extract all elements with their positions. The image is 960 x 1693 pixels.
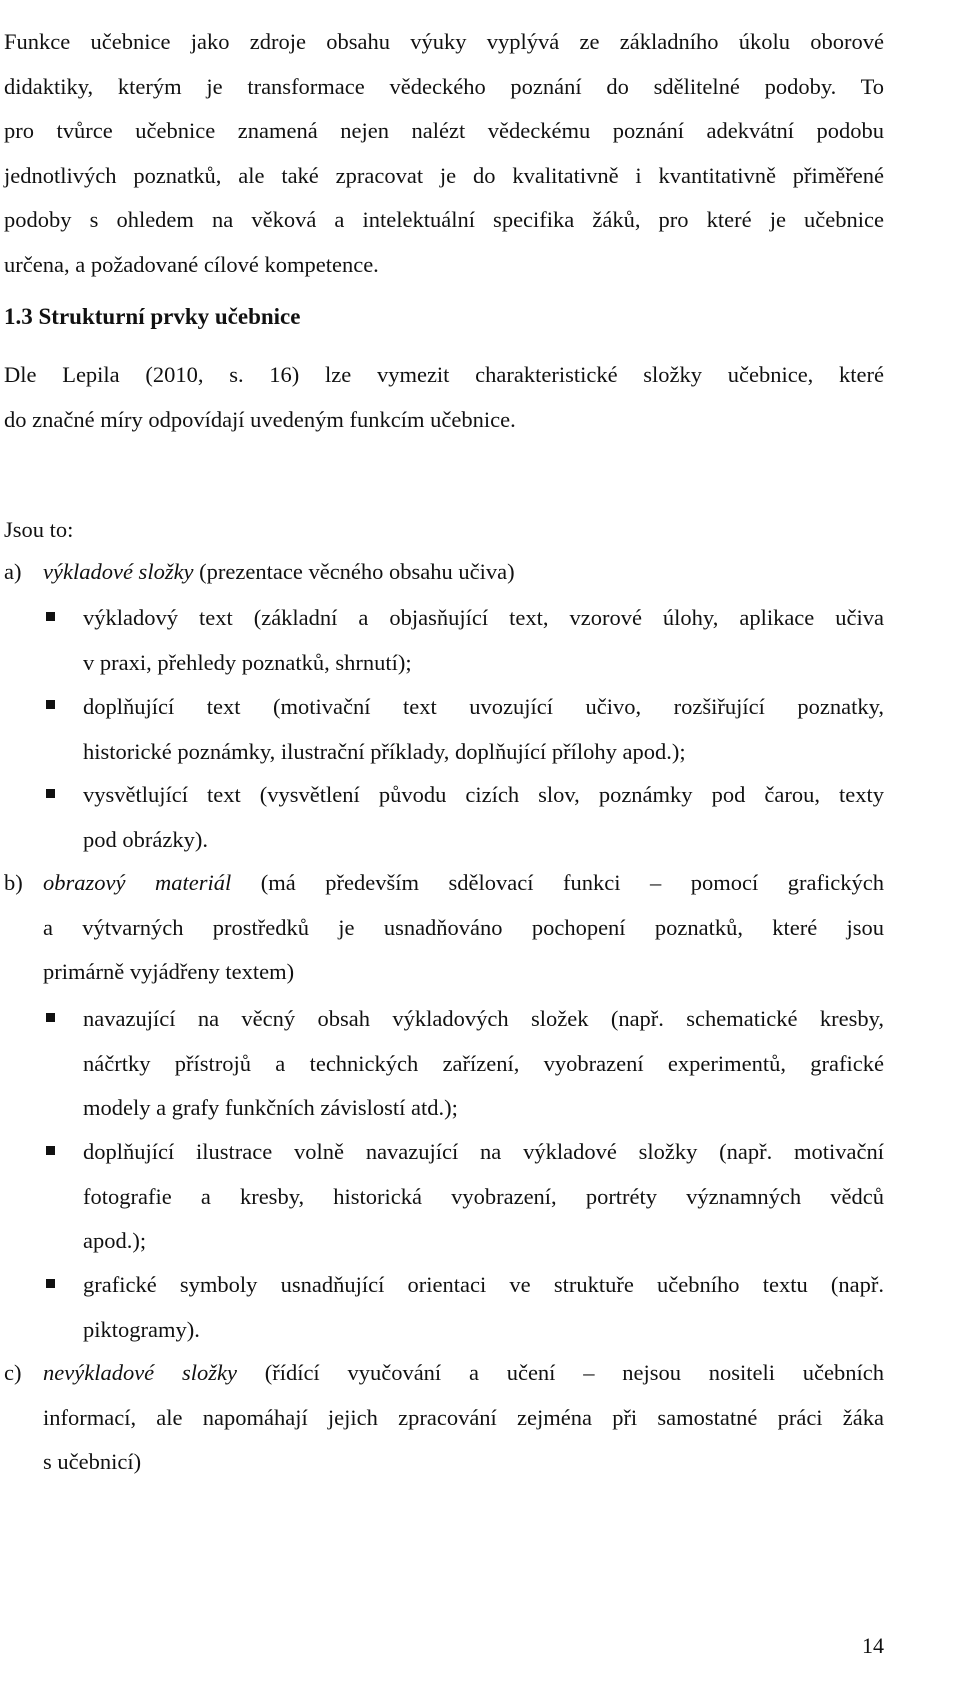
bullet-item: grafické symboly usnadňující orientaci ve struktuře učebního textu (např. piktogramy). [83,1272,884,1342]
text-line: didaktiky, kterým je transformace vědeckého poznání do sdělitelné podoby. To [4,73,884,99]
item-term: obrazový materiál [43,870,232,895]
list-marker-c: c) [4,1360,22,1385]
intro-paragraph [4,20,884,288]
bullet-item: navazující na věcný obsah výkladových složek (např. schematické kresby, náčrtky přístrojů a technických zařízení, vyobrazení experimentů, grafické modely a grafy funkčních závislostí atd.); [83,1006,884,1121]
item-term: nevýkladové složky [43,1360,237,1385]
text-line: do značné míry odpovídají uvedeným funkcím učebnice. [4,406,516,432]
bullet-square [46,1146,55,1155]
text-line: Dle Lepila (2010, s. 16) lze vymezit charakteristické složky učebnice, které [4,362,884,387]
text-line: podoby s ohledem na věková a intelektuální specifika žáků, pro které je učebnice [4,207,884,233]
page-number: 14 [862,1633,884,1658]
bullet-square [46,1279,55,1288]
bullet-square [46,789,55,798]
text-line: pro tvůrce učebnice znamená nejen nalézt vědeckému poznání adekvátní podobu [4,118,884,144]
text-line: Funkce učebnice jako zdroje obsahu výuky vyplývá ze základního úkolu oborové [4,29,884,54]
bullet-square [46,700,55,709]
list-marker-a: a) [4,559,22,584]
bullet-item: výkladový text (základní a objasňující text, vzorové úlohy, aplikace učiva v praxi, přehledy poznatků, shrnutí); [83,605,884,675]
list-item-c: nevýkladové složky (řídící vyučování a učení – nejsou nositeli učebních informací, ale napomáhají jejich zpracování zejména při samostatné práci žáka s učebnicí) [43,1360,884,1475]
item-term: výkladové složky [43,559,194,584]
bullet-item: doplňující text (motivační text uvozující učivo, rozšiřující poznatky, historické poznámky, ilustrační příklady, doplňující přílohy apod.); [83,694,884,764]
lepil-paragraph [4,353,884,442]
section-heading: 1.3 Strukturní prvky učebnice [4,304,301,329]
list-item-b: obrazový materiál (má především sdělovací funkci – pomocí grafických a výtvarných prostředků je usnadňováno pochopení poznatků, které jsou primárně vyjádřeny textem) [43,870,885,985]
jsou-to-line: Jsou to: [4,517,74,542]
text-line: určena, a požadované cílové kompetence. [4,251,379,277]
bullet-item: vysvětlující text (vysvětlení původu cizích slov, poznámky pod čarou, texty pod obrázky). [83,782,884,852]
bullet-square [46,612,55,621]
bullet-item: doplňující ilustrace volně navazující na výkladové složky (např. motivační fotografie a kresby, historická vyobrazení, portréty významných vědců apod.); [83,1139,884,1254]
list-marker-b: b) [4,870,23,895]
bullet-square [46,1013,55,1022]
list-item-a: výkladové složky (prezentace věcného obsahu učiva) [43,559,515,584]
text-line: jednotlivých poznatků, ale také zpracovat je do kvalitativně i kvantitativně přiměřené [4,162,884,188]
